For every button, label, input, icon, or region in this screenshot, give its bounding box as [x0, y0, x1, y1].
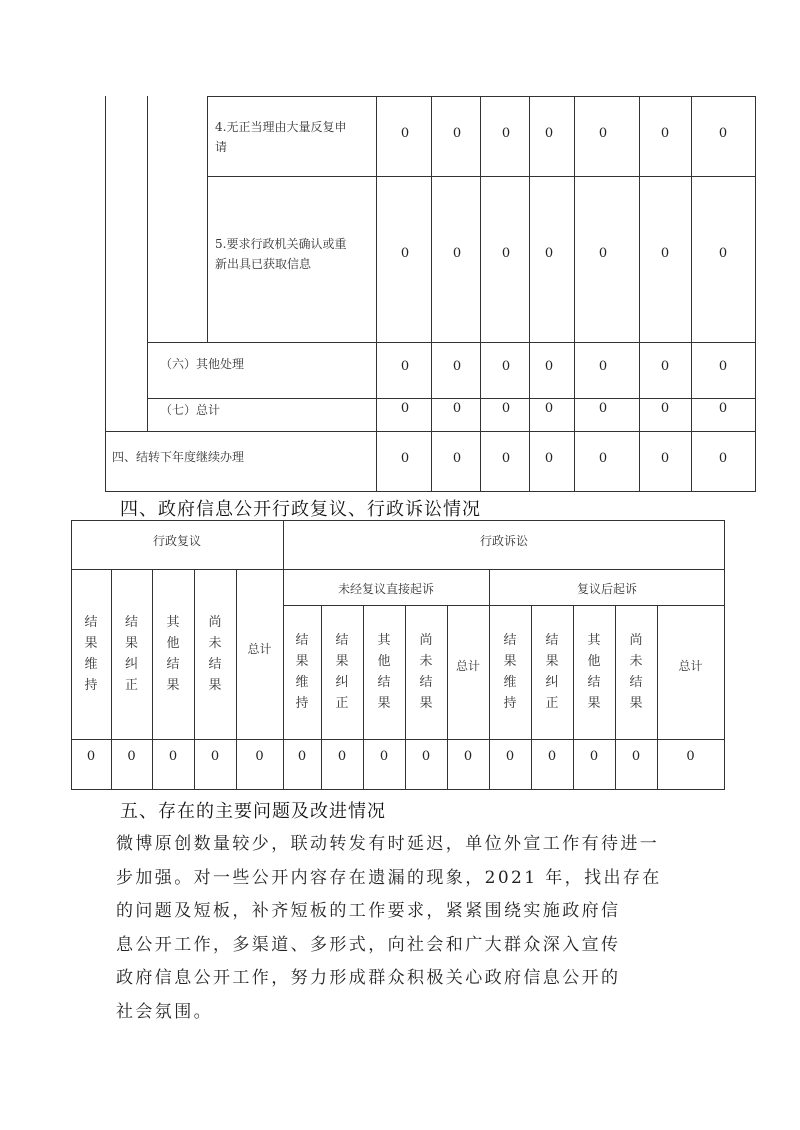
table-cell-value: 0 [544, 401, 554, 416]
table-cell-value: 0 [718, 451, 728, 466]
column-header: 其 他 结 果 [166, 615, 180, 693]
column-header: 结 果 维 持 [84, 615, 98, 693]
table-line [480, 96, 481, 492]
table-cell-value: 0 [452, 359, 462, 374]
table-cell-value: 0 [400, 401, 410, 416]
table-cell-value: 0 [547, 749, 557, 764]
table-line [755, 96, 756, 492]
table-line [71, 789, 725, 790]
table-line [447, 605, 448, 790]
table-cell-value: 0 [297, 749, 307, 764]
table-line [194, 569, 195, 790]
table-line [236, 569, 237, 790]
paragraph-line: 息公开工作，多渠道、多形式，向社会和广大群众深入宣传 [116, 934, 621, 955]
table-cell-value: 0 [463, 749, 473, 764]
table-line [105, 431, 756, 432]
table-cell-value: 0 [86, 749, 96, 764]
table-cell-value: 0 [452, 401, 462, 416]
table-cell-value: 0 [501, 451, 511, 466]
table-line [657, 605, 658, 790]
column-header: 其 他 结 果 [377, 633, 391, 711]
table-cell-value: 0 [501, 401, 511, 416]
table-line [405, 605, 406, 790]
table-cell-value: 0 [598, 126, 608, 141]
disposal-table [105, 96, 756, 492]
table-cell-value: 0 [686, 749, 695, 764]
table-cell-value: 0 [501, 246, 511, 261]
row-label: 四、结转下年度继续办理 [112, 450, 245, 464]
table-line [283, 605, 725, 606]
column-header: 结 果 维 持 [503, 633, 517, 711]
table-cell-value: 0 [718, 359, 728, 374]
table-line [615, 605, 616, 790]
column-header: 结 果 纠 正 [124, 615, 138, 693]
litigation-header: 行政诉讼 [479, 534, 528, 548]
column-header: 其 他 结 果 [587, 633, 601, 711]
table-cell-value: 0 [589, 749, 599, 764]
table-cell-value: 0 [452, 451, 462, 466]
table-line [691, 96, 692, 492]
table-line [147, 96, 148, 431]
table-line [639, 96, 640, 492]
table-line [574, 96, 575, 492]
table-line [71, 520, 72, 790]
table-line [152, 569, 153, 790]
table-cell-value: 0 [452, 126, 462, 141]
table-line [207, 96, 208, 342]
section5-heading: 五、存在的主要问题及改进情况 [120, 801, 386, 822]
row-label: （七）总计 [160, 403, 221, 417]
row-label: 4.无正当理由大量反复申 请 [215, 120, 347, 154]
table-line [207, 96, 756, 97]
table-line [147, 398, 756, 399]
paragraph-line: 步加强。对一些公开内容存在遗漏的现象，2021 年，找出存在 [116, 867, 662, 888]
after-review-header: 复议后起诉 [576, 582, 637, 596]
column-header: 总计 [455, 659, 480, 673]
column-header: 结 果 纠 正 [335, 633, 349, 711]
table-cell-value: 0 [598, 359, 608, 374]
table-cell-value: 0 [660, 126, 670, 141]
table-cell-value: 0 [168, 749, 178, 764]
table-line [207, 176, 756, 177]
table-line [529, 96, 530, 492]
table-line [431, 96, 432, 492]
table-cell-value: 0 [544, 451, 554, 466]
column-header: 结 果 维 持 [295, 633, 309, 711]
paragraph-line: 的问题及短板，补齐短板的工作要求，紧紧围绕实施政府信 [116, 901, 621, 921]
table-cell-value: 0 [501, 126, 511, 141]
table-cell-value: 0 [255, 749, 264, 764]
table-cell-value: 0 [660, 451, 670, 466]
table-cell-value: 0 [337, 749, 347, 764]
paragraph-line: 政府信息公开工作，努力形成群众积极关心政府信息公开的 [116, 968, 621, 988]
table-line [489, 569, 490, 790]
table-cell-value: 0 [210, 749, 220, 764]
table-cell-value: 0 [452, 246, 462, 261]
column-header: 尚 未 结 果 [208, 615, 222, 693]
section5-paragraph [116, 828, 684, 1029]
table-cell-value: 0 [400, 246, 410, 261]
table-line [105, 96, 106, 492]
table-cell-value: 0 [400, 126, 410, 141]
table-line [111, 569, 112, 790]
table-line [71, 739, 725, 740]
table-line [724, 520, 725, 790]
table-line [71, 569, 725, 570]
table-cell-value: 0 [598, 401, 608, 416]
table-cell-value: 0 [400, 451, 410, 466]
table-cell-value: 0 [718, 246, 728, 261]
table-line [71, 520, 725, 521]
table-cell-value: 0 [598, 451, 608, 466]
table-cell-value: 0 [544, 126, 554, 141]
column-header: 尚 未 结 果 [419, 633, 433, 711]
column-header: 尚 未 结 果 [629, 633, 643, 711]
column-header: 总计 [247, 642, 272, 656]
section4-heading: 四、政府信息公开行政复议、行政诉讼情况 [120, 499, 481, 520]
table-cell-value: 0 [718, 126, 728, 141]
table-cell-value: 0 [127, 749, 136, 764]
table-cell-value: 0 [400, 359, 410, 374]
table-cell-value: 0 [718, 401, 728, 416]
table-cell-value: 0 [505, 749, 515, 764]
table-line [573, 605, 574, 790]
table-cell-value: 0 [631, 749, 641, 764]
table-cell-value: 0 [660, 401, 670, 416]
table-cell-value: 0 [421, 749, 431, 764]
paragraph-line: 社会氛围。 [116, 1001, 213, 1022]
table-line [363, 605, 364, 790]
direct-suit-header: 未经复议直接起诉 [337, 582, 434, 596]
paragraph-line: 微博原创数量较少，联动转发有时延迟，单位外宣工作有待进一 [116, 834, 660, 854]
column-header: 结 果 纠 正 [545, 633, 559, 711]
table-line [531, 605, 532, 790]
table-cell-value: 0 [544, 359, 554, 374]
column-header: 总计 [678, 659, 703, 673]
row-label: （六）其他处理 [160, 357, 245, 371]
admin-review-header: 行政复议 [152, 534, 201, 548]
table-line [147, 342, 756, 343]
review-litigation-table [71, 520, 725, 790]
table-cell-value: 0 [660, 359, 670, 374]
table-line [105, 491, 756, 492]
table-cell-value: 0 [501, 359, 511, 374]
table-line [376, 96, 377, 492]
table-cell-value: 0 [379, 749, 389, 764]
table-cell-value: 0 [660, 246, 670, 261]
table-cell-value: 0 [544, 246, 554, 261]
table-cell-value: 0 [598, 246, 608, 261]
row-label: 5.要求行政机关确认或重 新出具已获取信息 [215, 237, 347, 271]
table-line [321, 605, 322, 790]
table-line [283, 520, 284, 790]
